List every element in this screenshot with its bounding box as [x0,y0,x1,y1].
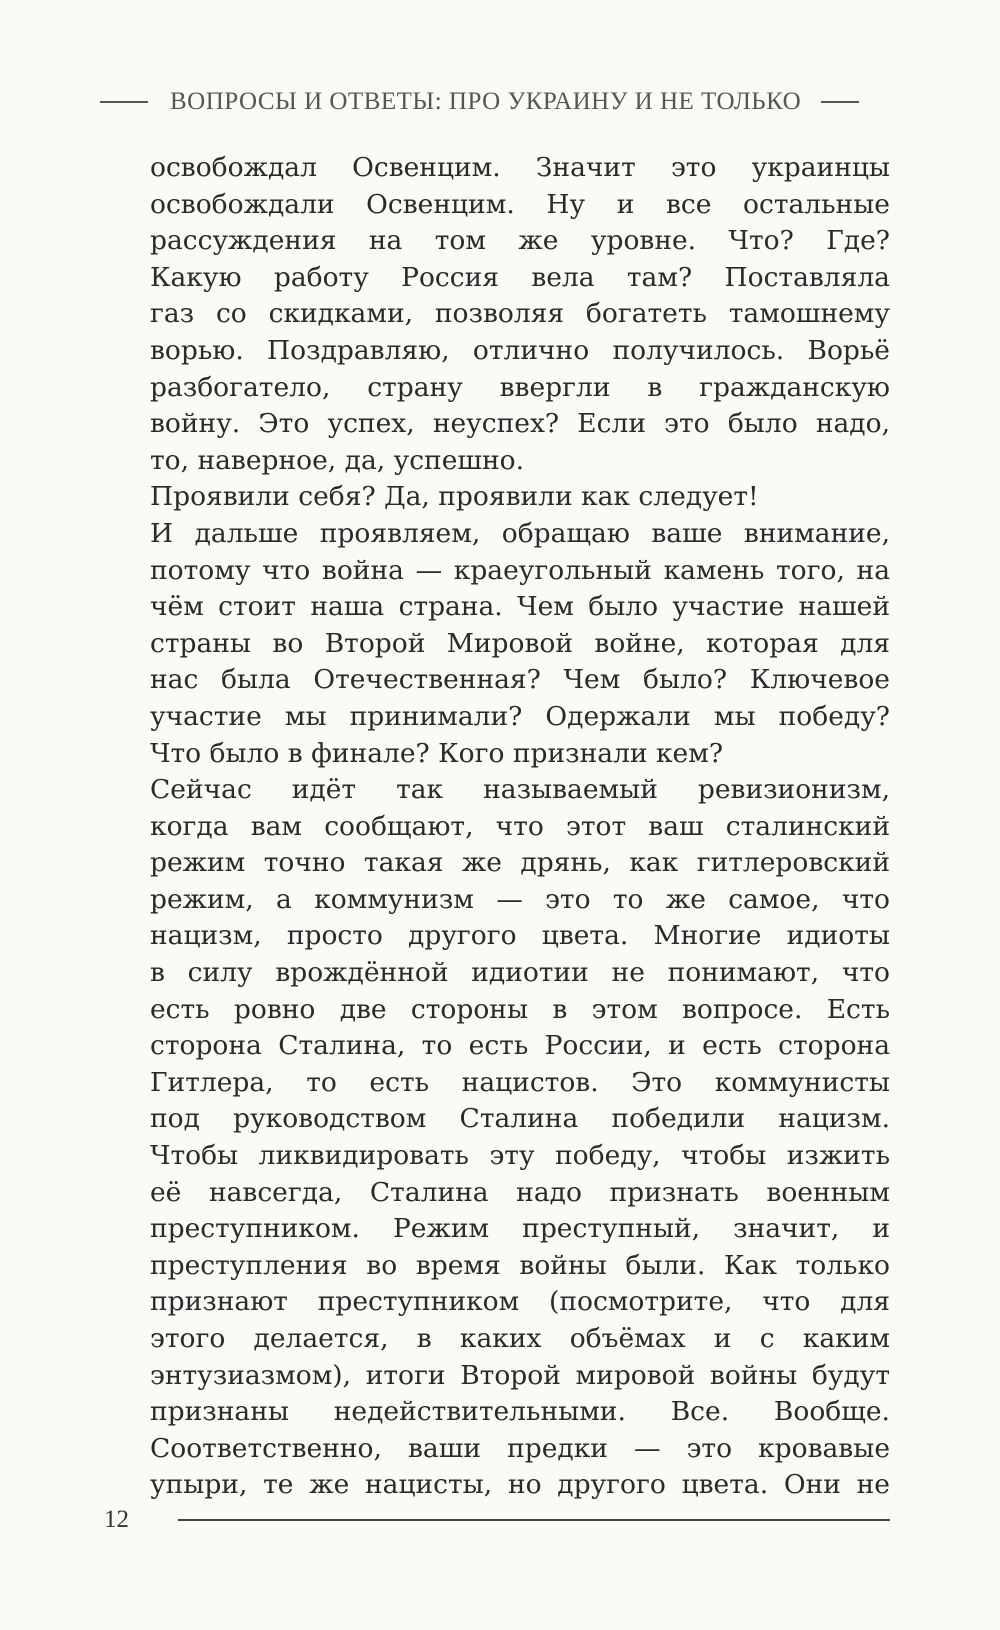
text-line: освобождали Освенцим. Ну и все остальные [150,188,890,220]
text-line: режим точно такая же дрянь, как гитлеровский [150,847,890,879]
footer-rule [178,1519,890,1521]
text-line: Что было в финале? Кого признали кем? [150,737,724,769]
text-line: И дальше проявляем, обращаю ваше внимание, [150,517,890,549]
page-footer [104,1500,890,1540]
page-number: 12 [104,1506,129,1533]
text-line: Сейчас идёт так называемый ревизионизм, [150,774,890,806]
text-line: есть ровно две стороны в этом вопросе. Есть [150,993,890,1025]
text-line: чём стоит наша страна. Чем было участие нашей [150,591,890,623]
body-text [150,150,890,1504]
text-line: под руководством Сталина победили нацизм. [150,1103,890,1135]
text-line: войну. Это успех, неуспех? Если это было надо, [150,408,890,440]
text-line: нацизм, просто другого цвета. Многие идиоты [150,920,890,952]
text-line: то, наверное, да, успешно. [150,444,525,476]
text-line: в силу врождённой идиотии не понимают, что [150,957,890,989]
text-line: Какую работу Россия вела там? Поставляла [150,261,890,293]
text-line: сторона Сталина, то есть России, и есть сторона [150,1030,890,1062]
text-line: разбогатело, страну ввергли в гражданскую [150,371,890,403]
text-line: преступником. Режим преступный, значит, и [150,1213,890,1245]
text-line: газ со скидками, позволяя богатеть тамошнему [150,298,890,330]
text-line: когда вам сообщают, что этот ваш сталинский [150,810,890,842]
text-line: Соответственно, ваши предки — это кровавые [150,1432,890,1464]
text-line: упыри, те же нацисты, но другого цвета. Они не [150,1469,890,1501]
text-line: признаны недействительными. Все. Вообще. [150,1396,890,1428]
text-line: преступления во время войны были. Как только [150,1249,890,1281]
header-rule-left [100,101,148,103]
running-head [100,82,890,122]
text-line: режим, а коммунизм — это то же самое, что [150,883,890,915]
text-line: Чтобы ликвидировать эту победу, чтобы изжить [150,1140,890,1172]
text-line: её навсегда, Сталина надо признать военным [150,1176,890,1208]
text-line: освобождал Освенцим. Значит это украинцы [150,152,890,183]
header-rule-right [821,101,859,103]
text-line: ворью. Поздравляю, отлично получилось. Ворьё [150,334,890,366]
text-line: рассуждения на том же уровне. Что? Где? [150,225,890,257]
text-line: этого делается, в каких объёмах и с каким [150,1323,890,1354]
text-line: страны во Второй Мировой войне, которая для [150,627,890,659]
text-line: участие мы принимали? Одержали мы победу? [150,700,890,732]
running-title: ВОПРОСЫ И ОТВЕТЫ: ПРО УКРАИНУ И НЕ ТОЛЬКО [170,88,802,115]
text-line: энтузиазмом), итоги Второй мировой войны будут [150,1359,890,1391]
text-line: признают преступником (посмотрите, что для [150,1286,890,1318]
text-line: нас была Отечественная? Чем было? Ключевое [150,664,890,696]
text-line: Гитлера, то есть нацистов. Это коммунисты [150,1066,890,1098]
text-line: потому что война — краеугольный камень того, на [150,554,890,586]
text-line: Проявили себя? Да, проявили как следует! [150,481,759,513]
